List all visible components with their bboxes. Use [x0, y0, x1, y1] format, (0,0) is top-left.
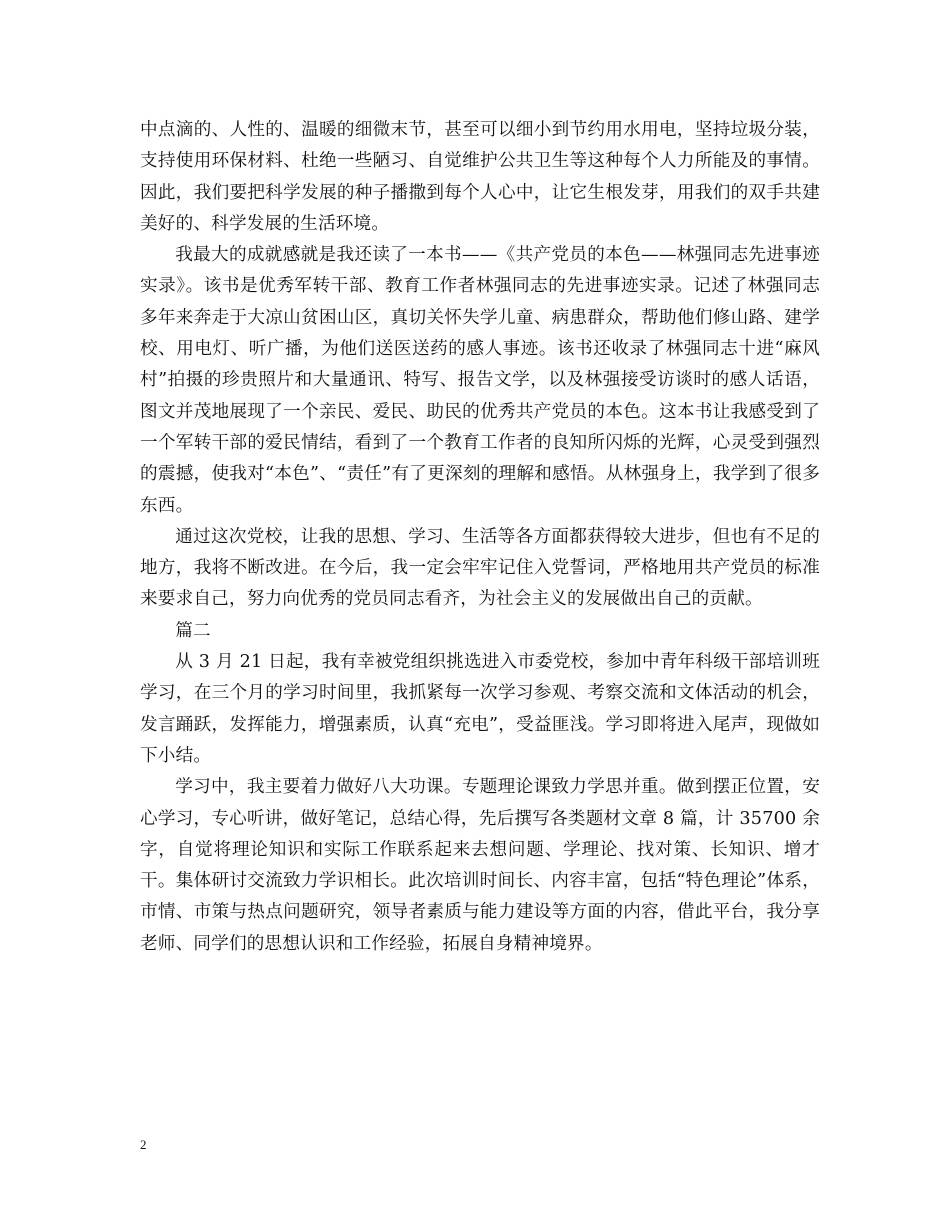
paragraph-study-tasks: 学习中，我主要着力做好八大功课。专题理论课致力学思并重。做到摆正位置，安心学习，专心听讲，做好笔记，总结心得，先后撰写各类题材文章 8 篇，计 35700 余字，自觉将理论知识和实际工作联系起来去想问题、学理论、找对策、长知识、增才干。集体研讨交流致力学识相长。此次培训时间长、内容丰富，包括“特色理论”体系，市情、市策与热点问题研究，领导者素质与能力建设等方面的内容，借此平台，我分享老师、同学们的思想认识和工作经验，拓展自身精神境界。: [140, 777, 820, 954]
section-heading: 篇二: [175, 620, 211, 641]
document-body: [140, 115, 820, 960]
paragraph-continuation: 中点滴的、人性的、温暖的细微末节，甚至可以细小到节约用水用电，坚持垃圾分装，支持使用环保材料、杜绝一些陋习、自觉维护公共卫生等这种每个人力所能及的事情。因此，我们要把科学发展的种子播撒到每个人心中，让它生根发芽，用我们的双手共建美好的、科学发展的生活环境。: [140, 120, 820, 234]
paragraph-training-intro: 从 3 月 21 日起，我有幸被党组织挑选进入市委党校，参加中青年科级干部培训班学习，在三个月的学习时间里，我抓紧每一次学习参观、考察交流和文体活动的机会，发言踊跃，发挥能力，增强素质，认真“充电”，受益匪浅。学习即将进入尾声，现做如下小结。: [140, 652, 820, 766]
page-number: 2: [140, 1137, 147, 1152]
paragraph-party-school-summary: 通过这次党校，让我的思想、学习、生活等各方面都获得较大进步，但也有不足的地方，我将不断改进。在今后，我一定会牢牢记住入党誓词，严格地用共产党员的标准来要求自己，努力向优秀的党员同志看齐，为社会主义的发展做出自己的贡献。: [140, 526, 820, 610]
paragraph-book-reflection: 我最大的成就感就是我还读了一本书——《共产党员的本色——林强同志先进事迹实录》。该书是优秀军转干部、教育工作者林强同志的先进事迹实录。记述了林强同志多年来奔走于大凉山贫困山区，真切关怀失学儿童、病患群众，帮助他们修山路、建学校、用电灯、听广播，为他们送医送药的感人事迹。该书还收录了林强同志十进“麻风村”拍摄的珍贵照片和大量通讯、特写、报告文学，以及林强接受访谈时的感人话语，图文并茂地展现了一个亲民、爱民、助民的优秀共产党员的本色。这本书让我感受到了一个军转干部的爱民情结，看到了一个教育工作者的良知所闪烁的光辉，心灵受到强烈的震撼，使我对“本色”、“责任”有了更深刻的理解和感悟。从林强身上，我学到了很多东西。: [140, 245, 820, 516]
